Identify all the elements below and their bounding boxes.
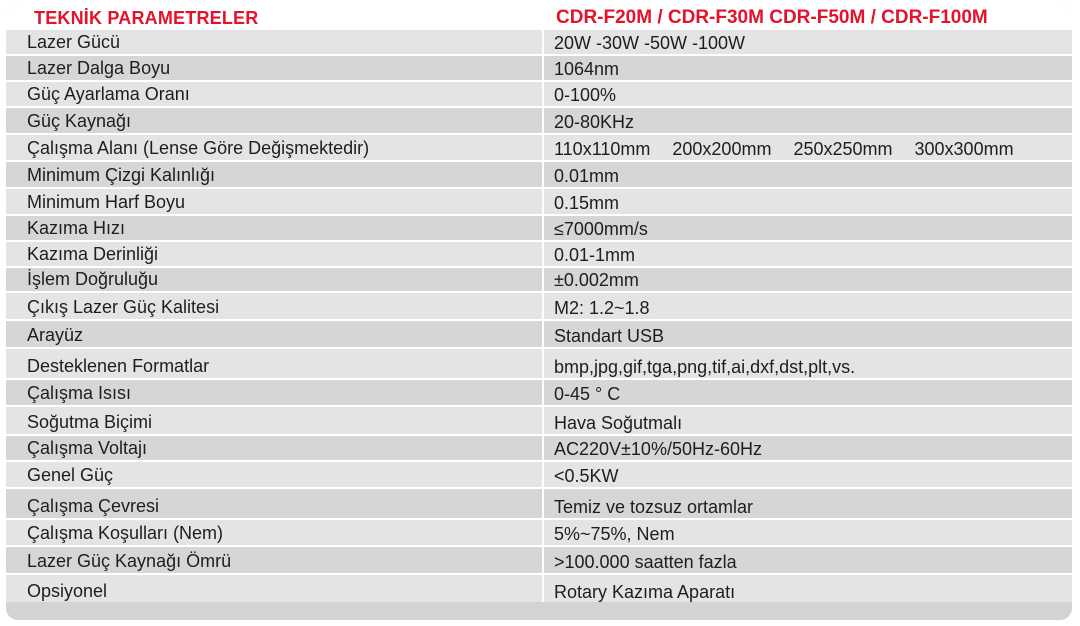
row-label: Çalışma Koşulları (Nem): [27, 523, 224, 543]
table-row: [6, 56, 1072, 82]
table-row: [6, 189, 1072, 216]
row-value: ≤7000mm/s: [554, 219, 648, 239]
row-label: Çalışma Alanı (Lense Göre Değişmektedir): [27, 138, 370, 158]
row-value: Hava Soğutmalı: [554, 413, 683, 433]
row-value: M2: 1.2~1.8: [554, 298, 650, 318]
table-row: [6, 407, 1072, 436]
table-header: [6, 4, 1072, 30]
row-value: 0-100%: [554, 85, 617, 105]
row-label: Çalışma Isısı: [27, 383, 132, 403]
table-row: [6, 547, 1072, 575]
row-label: Güç Kaynağı: [27, 111, 132, 131]
row-value: 1064nm: [554, 59, 620, 79]
row-label: Arayüz: [27, 325, 84, 345]
row-value: Temiz ve tozsuz ortamlar: [554, 497, 754, 517]
row-value: 110x110mm: [554, 139, 651, 159]
table-row: [6, 135, 1072, 162]
row-label: Lazer Dalga Boyu: [27, 58, 171, 78]
table-row: [6, 520, 1072, 547]
header-models: CDR-F20M / CDR-F30M CDR-F50M / CDR-F100M: [556, 7, 988, 28]
row-value: Standart USB: [554, 326, 665, 346]
row-value: >100.000 saatten fazla: [554, 552, 737, 572]
row-label: Çıkış Lazer Güç Kalitesi: [27, 297, 220, 317]
row-label: Minimum Harf Boyu: [27, 192, 186, 212]
table-row: [6, 162, 1072, 189]
row-value: 20-80KHz: [554, 112, 635, 132]
header-title: TEKNİK PARAMETRELER: [34, 8, 259, 28]
row-value: bmp,jpg,gif,tga,png,tif,ai,dxf,dst,plt,vs.: [554, 357, 856, 377]
row-label: Soğutma Biçimi: [27, 412, 153, 432]
row-value: 5%~75%, Nem: [554, 524, 675, 544]
row-label: Lazer Gücü: [27, 32, 121, 52]
table-row: [6, 575, 1072, 605]
row-value: ±0.002mm: [554, 270, 639, 290]
table-row: [6, 268, 1072, 293]
table-row: [6, 321, 1072, 349]
table-row: [6, 108, 1072, 135]
row-value: AC220V±10%/50Hz-60Hz: [554, 439, 762, 459]
row-value: 20W -30W -50W -100W: [554, 33, 746, 53]
spec-table: [6, 30, 1072, 605]
row-label: Kazıma Hızı: [27, 218, 126, 238]
row-value: 250x250mm: [793, 139, 893, 159]
row-label: Opsiyonel: [27, 581, 108, 601]
row-value: 300x300mm: [914, 139, 1014, 159]
row-label: Desteklenen Formatlar: [27, 356, 210, 376]
row-value: 0.01-1mm: [554, 245, 636, 265]
row-value: 200x200mm: [672, 139, 772, 159]
row-label: Minimum Çizgi Kalınlığı: [27, 165, 216, 185]
row-value: Rotary Kazıma Aparatı: [554, 582, 736, 602]
row-label: Güç Ayarlama Oranı: [27, 84, 190, 104]
table-footer: [6, 602, 1072, 620]
table-row: [6, 380, 1072, 407]
row-value: 0.15mm: [554, 193, 620, 213]
row-label: Kazıma Derinliği: [27, 244, 159, 264]
table-row: [6, 242, 1072, 268]
row-value: 0-45 ° C: [554, 384, 621, 404]
table-row: [6, 489, 1072, 520]
row-value: <0.5KW: [554, 466, 619, 486]
row-label: Çalışma Voltajı: [27, 438, 148, 458]
working-area-values: [554, 139, 1014, 160]
row-label: Genel Güç: [27, 465, 114, 485]
table-row: [6, 216, 1072, 242]
row-label: Lazer Güç Kaynağı Ömrü: [27, 551, 232, 571]
table-row: [6, 349, 1072, 380]
table-row: [6, 30, 1072, 56]
row-label: İşlem Doğruluğu: [27, 269, 159, 289]
table-row: [6, 436, 1072, 462]
spec-sheet: [6, 4, 1072, 620]
table-row: [6, 82, 1072, 108]
table-row: [6, 462, 1072, 489]
row-value: 0.01mm: [554, 166, 620, 186]
table-row: [6, 293, 1072, 321]
row-label: Çalışma Çevresi: [27, 496, 160, 516]
